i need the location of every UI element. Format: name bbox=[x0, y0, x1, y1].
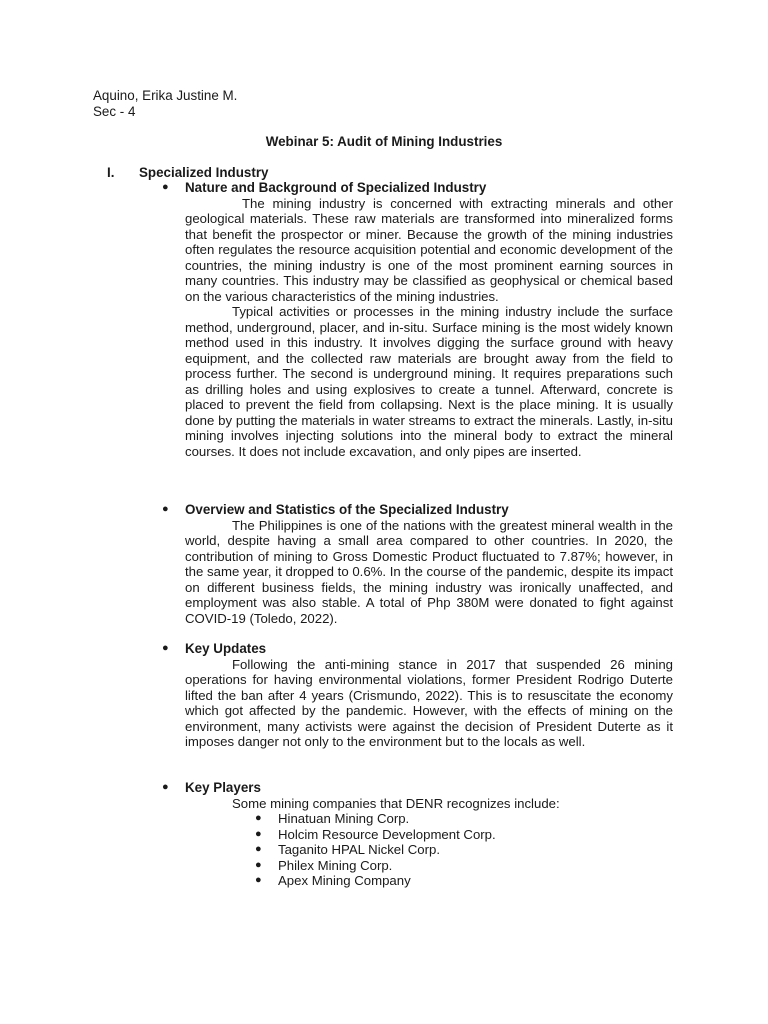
bullet-icon: ● bbox=[162, 781, 169, 793]
section-title: Specialized Industry bbox=[139, 165, 269, 180]
author-block bbox=[93, 88, 237, 120]
bullet-icon: ● bbox=[162, 503, 169, 515]
bullet-players bbox=[162, 780, 673, 889]
list-item: ● Hinatuan Mining Corp. bbox=[255, 811, 410, 826]
bullet-icon: ● bbox=[255, 858, 262, 871]
list-item: ● Taganito HPAL Nickel Corp. bbox=[255, 842, 440, 857]
bullet-icon: ● bbox=[162, 642, 169, 654]
bullet-heading-nature: Nature and Background of Specialized Industry bbox=[185, 180, 487, 195]
bullet-icon: ● bbox=[255, 827, 262, 840]
updates-paragraph: Following the anti-mining stance in 2017 that suspended 26 mining operations for having environmental violations, former President Rodrigo Duterte lifted the ban after 4 years (Crismundo, 2022). This is to resuscitate the economy which got affected by the pandemic. However, with the effects of mining on the environment, many activists were against the decision of President Duterte as it imposes danger not only to the environment but to the locals as well. bbox=[185, 656, 673, 749]
players-list bbox=[185, 811, 673, 889]
overview-paragraph: The Philippines is one of the nations with the greatest mineral wealth in the world, despite having a small area compared to other countries. In 2020, the contribution of mining to Gross Domestic Product fluctuated to 7.87%; however, in the same year, it dropped to 0.6%. In the course of the pandemic, despite its impact on different business fields, the mining industry was ironically unaffected, and employment was also stable. A total of Php 380M were donated to fight against COVID-19 (Toledo, 2022). bbox=[185, 517, 673, 626]
nature-paragraph-1: The mining industry is concerned with extracting minerals and other geological materials. These raw materials are transformed into mineralized forms that benefit the prospector or miner. Because the growth of the mining industries often regulates the resource acquisition potential and economic development of the countries, the mining industry is one of the most prominent earning sources in many countries. This industry may be classified as geophysical or chemical based on the various characteristics of the mining industries. bbox=[185, 195, 673, 304]
bullet-icon: ● bbox=[255, 843, 262, 855]
document-title: Webinar 5: Audit of Mining Industries bbox=[265, 134, 503, 149]
section-number: I. bbox=[107, 165, 115, 180]
list-item: ● Holcim Resource Development Corp. bbox=[255, 826, 496, 842]
bullet-icon: ● bbox=[255, 812, 262, 824]
players-intro: Some mining companies that DENR recognizes include: bbox=[232, 795, 560, 811]
bullet-nature bbox=[162, 180, 673, 459]
bullet-heading-players: Key Players bbox=[185, 780, 261, 795]
bullet-heading-overview: Overview and Statistics of the Specialized Industry bbox=[185, 502, 509, 517]
nature-paragraph-2: Typical activities or processes in the mining industry include the surface method, underground, placer, and in-situ. Surface mining is the most widely known method used in this industry. It involves digging the surface ground with heavy equipment, and the collected raw materials are brought away from the field to process further. The second is underground mining. It requires preparations such as drilling holes and using explosives to create a tunnel. Afterward, concrete is placed to prevent the field from collapsing. Next is the place mining. It is usually done by putting the materials in water streams to extract the minerals. Lastly, in-situ mining involves injecting solutions into the mineral body to extract the mineral courses. It does not include excavation, and only pipes are inserted. bbox=[185, 304, 673, 459]
author-name: Aquino, Erika Justine M. bbox=[93, 88, 238, 103]
bullet-icon: ● bbox=[255, 874, 262, 886]
bullet-heading-updates: Key Updates bbox=[185, 641, 267, 656]
bullet-overview bbox=[162, 502, 673, 626]
list-item: ● Apex Mining Company bbox=[255, 873, 411, 888]
author-section: Sec - 4 bbox=[93, 104, 136, 119]
section-heading bbox=[107, 165, 268, 181]
bullet-icon: ● bbox=[162, 181, 169, 193]
bullet-updates bbox=[162, 641, 673, 750]
list-item: ● Philex Mining Corp. bbox=[255, 857, 393, 873]
